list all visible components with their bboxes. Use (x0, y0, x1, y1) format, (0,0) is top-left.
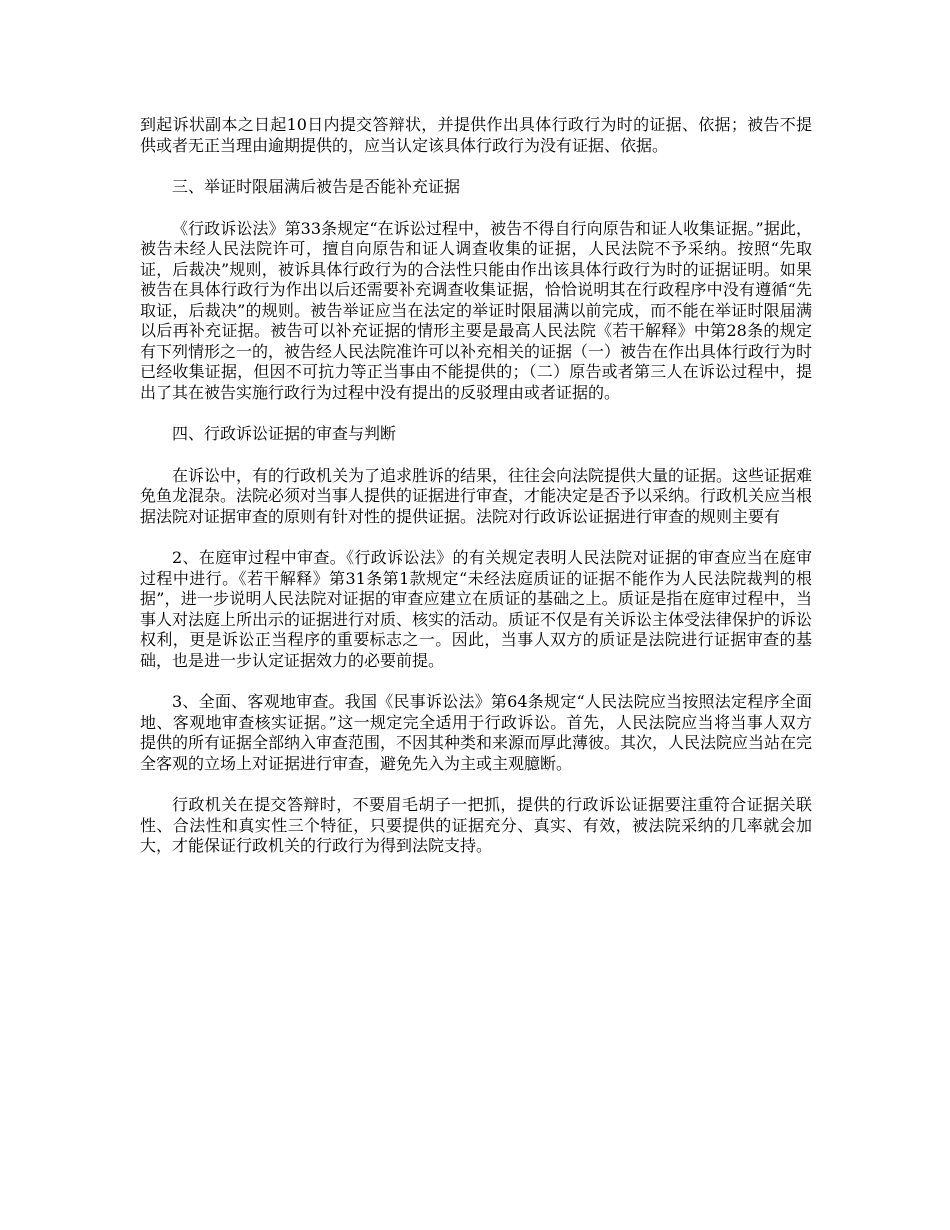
paragraph-item-3: 3、全面、客观地审查。我国《民事诉讼法》第64条规定“人民法院应当按照法定程序全面地、客观地审查核实证据。”这一规定完全适用于行政诉讼。首先，人民法院应当将当事人双方提供的所有证据全部纳入审查范围，不因其种类和来源而厚此薄彼。其次，人民法院应当站在完全客观的立场上对证据进行审查，避免先入为主或主观臆断。 (140, 692, 813, 773)
paragraph-gap (140, 403, 812, 424)
paragraph-gap (140, 671, 812, 692)
paragraph-gap (140, 198, 812, 219)
paragraph-conclusion: 行政机关在提交答辩时，不要眉毛胡子一把抓，提供的行政诉讼证据要注重符合证据关联性、合法性和真实性三个特征，只要提供的证据充分、真实、有效，被法院采纳的几率就会加大，才能保证行政机关的行政行为得到法院支持。 (140, 795, 812, 855)
paragraph-section-3: 《行政诉讼法》第33条规定“在诉讼过程中，被告不得自行向原告和证人收集证据。”据此，被告未经人民法院许可，擅自向原告和证人调查收集的证据，人民法院不予采纳。按照“先取证，后裁决”规则，被诉具体行政行为的合法性只能由作出该具体行政行为时的证据证明。如果被告在具体行政行为作出以后还需要补充调查收集证据，恰恰说明其在行政程序中没有遵循“先取证，后裁决”的规则。被告举证应当在法定的举证时限届满以前完成，而不能在举证时限届满以后再补充证据。被告可以补充证据的情形主要是最高人民法院《若干解释》中第28条的规定有下列情形之一的，被告经人民法院准许可以补充相关的证据（一）被告在作出具体行政行为时已经收集证据，但因不可抗力等正当事由不能提供的；（二）原告或者第三人在诉讼过程中，提出了其在被告实施行政行为过程中没有提出的反驳理由或者证据的。 (140, 218, 813, 402)
section-heading-3: 三、举证时限届满后被告是否能补充证据 (172, 177, 461, 196)
paragraph-intro: 到起诉状副本之日起10日内提交答辩状，并提供作出具体行政行为时的证据、依据；被告不提供或者无正当理由逾期提供的，应当认定该具体行政行为没有证据、依据。 (140, 115, 812, 155)
section-heading-4: 四、行政诉讼证据的审查与判断 (172, 424, 397, 443)
paragraph-section-4: 在诉讼中，有的行政机关为了追求胜诉的结果，往往会向法院提供大量的证据。这些证据难免鱼龙混杂。法院必须对当事人提供的证据进行审查，才能决定是否予以采纳。行政机关应当根据法院对证据审查的原则有针对性的提供证据。法院对行政诉讼证据进行审查的规则主要有 (140, 465, 813, 526)
paragraph-gap (140, 445, 812, 466)
paragraph-gap (140, 527, 812, 548)
paragraph-gap (140, 156, 812, 177)
paragraph-gap (140, 774, 812, 795)
document-page (140, 115, 812, 857)
paragraph-item-2: 2、在庭审过程中审查。《行政诉讼法》的有关规定表明人民法院对证据的审查应当在庭审过程中进行。《若干解释》第31条第1款规定“未经法庭质证的证据不能作为人民法院裁判的根据”，进一步说明人民法院对证据的审查应建立在质证的基础之上。质证是指在庭审过程中，当事人对法庭上所出示的证据进行对质、核实的活动。质证不仅是有关诉讼主体受法律保护的诉讼权利，更是诉讼正当程序的重要标志之一。因此，当事人双方的质证是法院进行证据审查的基础，也是进一步认定证据效力的必要前提。 (140, 548, 813, 670)
